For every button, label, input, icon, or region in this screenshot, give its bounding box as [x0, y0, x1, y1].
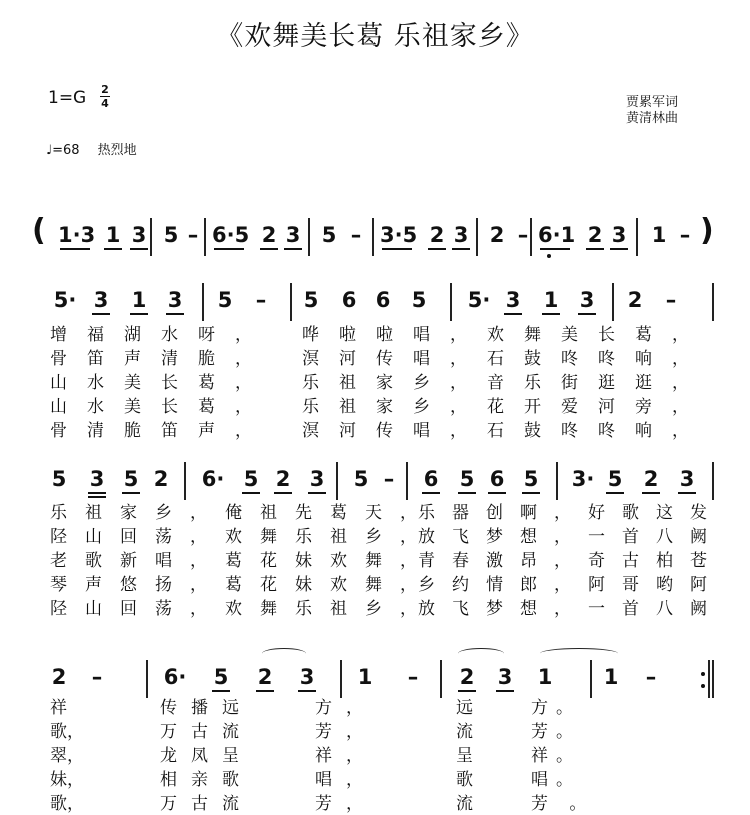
melody-note: 2: [153, 467, 169, 491]
melody-note: –: [255, 288, 267, 312]
intro-note: 5: [321, 223, 337, 247]
melody-note: 3: [309, 467, 325, 491]
intro-note: 3: [453, 223, 469, 247]
underline-beam: [522, 492, 540, 494]
intro-note: –: [350, 223, 362, 247]
time-signature: 2 4: [101, 83, 109, 110]
underline-beam: [642, 492, 660, 494]
barline: [556, 462, 558, 500]
melody-note: –: [645, 665, 657, 689]
melody-note: 5: [607, 467, 623, 491]
melody-note: –: [407, 665, 419, 689]
barline: [530, 218, 532, 256]
lyric-line: 哗啦啦唱，欢舞美长葛，: [302, 325, 709, 345]
melody-note: 3: [497, 665, 513, 689]
underline-beam: [610, 248, 628, 250]
underline-beam: [256, 690, 274, 692]
underline-beam: [504, 313, 522, 315]
melody-note: 6: [489, 467, 505, 491]
melody-note: –: [665, 288, 677, 312]
lyric-line: 呈 祥。: [456, 746, 581, 766]
melody-note: 1: [131, 288, 147, 312]
barline: [440, 660, 442, 698]
barline: [290, 283, 292, 321]
lyric-line: 相亲歌 唱，: [160, 770, 377, 790]
melody-note: 5·: [467, 288, 491, 312]
intro-note: 2: [429, 223, 445, 247]
barline: [184, 462, 186, 500]
intro-note: 1·3: [58, 223, 96, 247]
key-signature: 1=G: [48, 88, 87, 108]
tempo-value: ♩=68: [46, 143, 80, 158]
underline-beam: [678, 492, 696, 494]
composer-credit: 黄清林曲: [626, 111, 679, 126]
lyric-line: 琴声悠扬，葛花妹欢舞，: [50, 575, 435, 595]
intro-note: –: [679, 223, 691, 247]
underline-beam: [260, 248, 278, 250]
lyric-line: 放飞梦想，一首八阙: [418, 599, 724, 619]
melody-note: 6: [423, 467, 439, 491]
staff-line-1: [0, 283, 750, 323]
tempo-marking: [46, 139, 137, 158]
barline: [372, 218, 374, 256]
melody-note: –: [383, 467, 395, 491]
melody-note: 2: [51, 665, 67, 689]
lyric-line: 山水美长葛，: [50, 397, 272, 417]
lyric-line: 乐器创啊，好歌这发: [418, 503, 724, 523]
lyric-line: 山水美长葛，: [50, 373, 272, 393]
lyric-line: 乡约情郎，阿哥哟阿: [418, 575, 724, 595]
underline-beam: [488, 492, 506, 494]
intro-note: 3: [611, 223, 627, 247]
lyric-line: 万古流 芳，: [160, 794, 377, 814]
tempo-mood: 热烈地: [97, 143, 137, 158]
barline: [612, 283, 614, 321]
intro-note: 6·1: [538, 223, 576, 247]
melody-note: 5: [411, 288, 427, 312]
underline-beam: [122, 492, 140, 494]
barline: [308, 218, 310, 256]
intro-note: 3: [285, 223, 301, 247]
barline: [708, 660, 710, 698]
barline: [712, 660, 714, 698]
lyric-line: 歌 唱。: [456, 770, 581, 790]
lyric-line: 放飞梦想，一首八阙: [418, 527, 724, 547]
underline-beam: [308, 492, 326, 494]
melody-note: 1: [603, 665, 619, 689]
underline-beam: [540, 248, 570, 250]
lyric-line: 流 芳。: [456, 722, 581, 742]
intro-note: 3·5: [380, 223, 418, 247]
barline: [712, 283, 714, 321]
underline-beam: [422, 492, 440, 494]
melody-note: 5: [243, 467, 259, 491]
melody-note: 5: [213, 665, 229, 689]
underline-beam: [92, 313, 110, 315]
lyric-line: 传播远 方，: [160, 698, 377, 718]
melody-note: 3: [89, 467, 105, 491]
lyric-line: 乐祖家乡，俺祖先葛天，: [50, 503, 435, 523]
barline: [146, 660, 148, 698]
lyricist-credit: 贾累军词: [626, 95, 679, 110]
repeat-dot: [701, 684, 705, 688]
underline-beam: [212, 690, 230, 692]
melody-note: 5: [217, 288, 233, 312]
underline-beam: [104, 248, 122, 250]
intro-note: 1: [105, 223, 121, 247]
intro-note: 5: [163, 223, 179, 247]
repeat-dot: [701, 672, 705, 676]
underline-beam: [274, 492, 292, 494]
underline-beam: [242, 492, 260, 494]
intro-note: 2: [587, 223, 603, 247]
melody-note: 3: [579, 288, 595, 312]
melody-note: 2: [459, 665, 475, 689]
barline: [336, 462, 338, 500]
melody-note: –: [91, 665, 103, 689]
underline-beam: [428, 248, 446, 250]
melody-note: 3: [93, 288, 109, 312]
melody-note: 5: [303, 288, 319, 312]
melody-note: 3: [299, 665, 315, 689]
lyric-line: 祥: [50, 698, 67, 718]
barline: [150, 218, 152, 256]
barline: [204, 218, 206, 256]
underline-beam: [606, 492, 624, 494]
melody-note: 1: [537, 665, 553, 689]
melody-note: 2: [627, 288, 643, 312]
intro-note: –: [517, 223, 529, 247]
underline-beam: [130, 313, 148, 315]
low-octave-dot: [547, 254, 551, 258]
underline-beam: [496, 690, 514, 692]
lyric-line: 骨笛声清脆，: [50, 349, 272, 369]
lyric-line: 歌，: [50, 794, 84, 814]
staff-line-2: [0, 462, 750, 502]
intro-note: 2: [489, 223, 505, 247]
lyric-line: 陉山回荡，欢舞乐祖乡，: [50, 527, 435, 547]
barline: [450, 283, 452, 321]
underline-beam: [60, 248, 90, 250]
underline-beam: [130, 248, 148, 250]
intro-note: 1: [651, 223, 667, 247]
tie-slur: [458, 648, 504, 659]
melody-note: 5: [459, 467, 475, 491]
tie-slur: [540, 648, 618, 659]
melody-note: 3: [679, 467, 695, 491]
intro-staff: [0, 213, 750, 258]
underline-beam: [382, 248, 412, 250]
intro-note: 2: [261, 223, 277, 247]
melody-note: 2: [257, 665, 273, 689]
lyric-line: 翠，: [50, 746, 84, 766]
underline-beam: [298, 690, 316, 692]
melody-note: 5·: [53, 288, 77, 312]
melody-note: 5: [51, 467, 67, 491]
underline-beam: [452, 248, 470, 250]
lyric-line: 陉山回荡，欢舞乐祖乡，: [50, 599, 435, 619]
barline: [406, 462, 408, 500]
lyric-line: 溟河传唱，石鼓咚咚响，: [302, 349, 709, 369]
melody-note: 2: [643, 467, 659, 491]
underline-beam: [458, 492, 476, 494]
melody-note: 1: [357, 665, 373, 689]
underline-beam: [88, 492, 106, 494]
lyric-line: 妹，: [50, 770, 84, 790]
melody-note: 2: [275, 467, 291, 491]
melody-note: 3: [505, 288, 521, 312]
lyric-line: 老歌新唱，葛花妹欢舞，: [50, 551, 435, 571]
intro-note: 6·5: [212, 223, 250, 247]
barline: [590, 660, 592, 698]
tie-slur: [262, 648, 306, 659]
melody-note: 6: [375, 288, 391, 312]
lyric-line: 流 芳 。: [456, 794, 595, 814]
lyric-line: 增福湖水呀，: [50, 325, 272, 345]
underline-beam: [586, 248, 604, 250]
melody-note: 1: [543, 288, 559, 312]
lyric-line: 万古流 芳，: [160, 722, 377, 742]
melody-note: 5: [353, 467, 369, 491]
lyric-line: 远 方。: [456, 698, 581, 718]
lyric-line: 乐祖家乡，音乐街逛逛，: [302, 373, 709, 393]
barline: [202, 283, 204, 321]
song-title: 《欢舞美长葛 乐祖家乡》: [216, 21, 534, 52]
underline-beam: [542, 313, 560, 315]
intro-note: 3: [131, 223, 147, 247]
underline-beam: [166, 313, 184, 315]
barline: [636, 218, 638, 256]
lyric-line: 乐祖家乡，花开爱河旁，: [302, 397, 709, 417]
melody-note: 6·: [201, 467, 225, 491]
lyric-line: 骨清脆笛声，: [50, 421, 272, 441]
underline-beam: [458, 690, 476, 692]
lyric-line: 青春激昂，奇古柏苍: [418, 551, 724, 571]
lyric-line: 龙凤呈 祥，: [160, 746, 377, 766]
melody-note: 3: [167, 288, 183, 312]
melody-note: 5: [523, 467, 539, 491]
intro-note: –: [187, 223, 199, 247]
underline-beam: [284, 248, 302, 250]
repeat-close-paren: ): [700, 213, 714, 248]
melody-note: 6: [341, 288, 357, 312]
lyric-line: 歌，: [50, 722, 84, 742]
melody-note: 3·: [571, 467, 595, 491]
underline-beam: [578, 313, 596, 315]
underline-beam: [214, 248, 244, 250]
melody-note: 6·: [163, 665, 187, 689]
barline: [476, 218, 478, 256]
melody-note: 5: [123, 467, 139, 491]
barline: [712, 462, 714, 500]
lyric-line: 溟河传唱，石鼓咚咚响，: [302, 421, 709, 441]
repeat-open-paren: (: [32, 213, 46, 248]
